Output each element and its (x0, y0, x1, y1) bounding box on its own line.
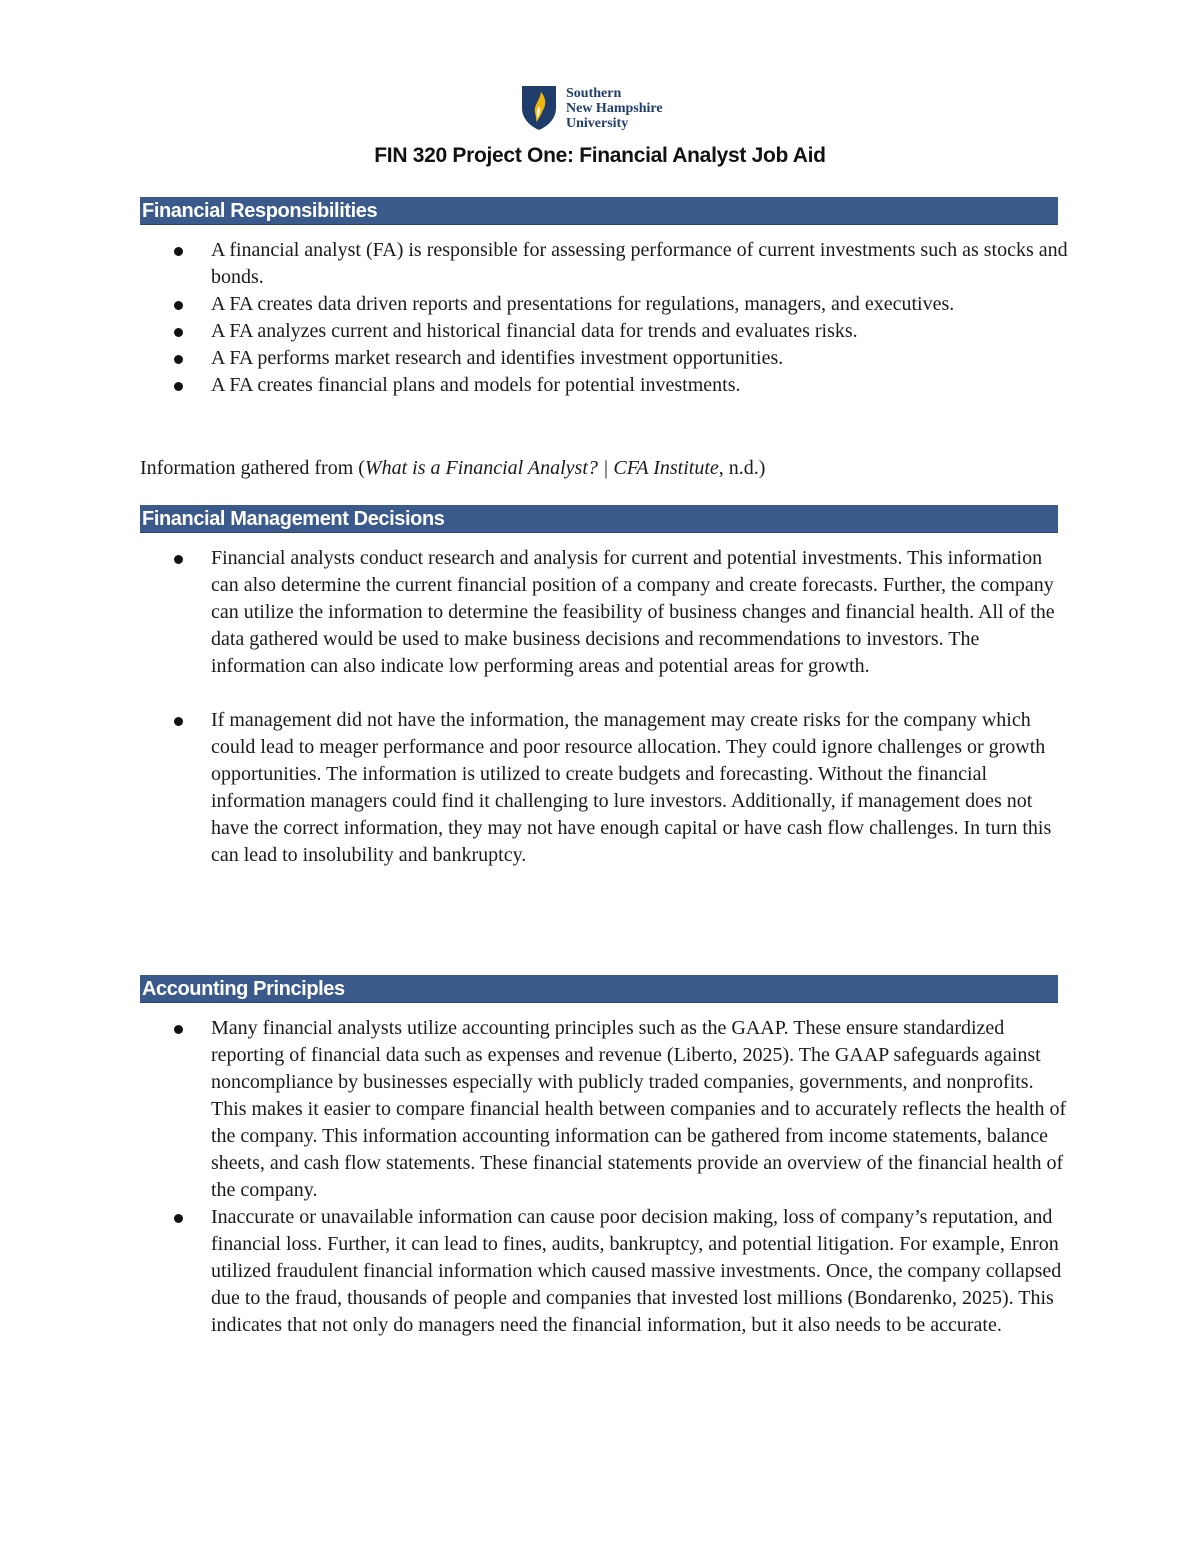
university-wordmark (566, 86, 663, 131)
university-logo (520, 84, 663, 132)
list-item: A FA creates data driven reports and presentations for regulations, managers, and executives. (140, 291, 1070, 318)
wordmark-line-1: Southern (566, 85, 622, 101)
list-item: A FA analyzes current and historical financial data for trends and evaluates risks. (140, 318, 1070, 345)
management-list (140, 545, 1070, 869)
citation-prefix: Information gathered from ( (140, 457, 365, 479)
list-item: A financial analyst (FA) is responsible for assessing performance of current investments such as stocks and bonds. (140, 237, 1070, 291)
citation-title: What is a Financial Analyst? | CFA Institute (364, 457, 719, 479)
section-heading-financial-responsibilities: Financial Responsibilities (140, 197, 1058, 225)
accounting-list (140, 1015, 1070, 1339)
list-item: If management did not have the information, the management may create risks for the company which could lead to meager performance and poor resource allocation. They could ignore challenges or growth opportunities. The information is utilized to create budgets and forecasting. Without the financial information managers could find it challenging to lure investors. Additionally, if management does not have the correct information, they may not have enough capital or have cash flow challenges. In turn this can lead to insolubility and bankruptcy. (140, 707, 1070, 869)
shield-flame-icon (520, 84, 558, 132)
citation-suffix: , n.d.) (718, 457, 766, 479)
section-heading-accounting-principles: Accounting Principles (140, 975, 1058, 1003)
section-heading-financial-management-decisions: Financial Management Decisions (140, 505, 1058, 533)
responsibilities-list (140, 237, 1070, 399)
list-item: A FA performs market research and identifies investment opportunities. (140, 345, 1070, 372)
list-item: Inaccurate or unavailable information can cause poor decision making, loss of company’s reputation, and financial loss. Further, it can lead to fines, audits, bankruptcy, and potential litigation. For example, Enron utilized fraudulent financial information which caused massive investments. Once, the company collapsed due to the fraud, thousands of people and companies that invested lost millions (Bondarenko, 2025). This indicates that not only do managers need the financial information, but it also needs to be accurate. (140, 1204, 1070, 1339)
list-item: Financial analysts conduct research and analysis for current and potential investments. This information can also determine the current financial position of a company and create forecasts. Further, the company can utilize the information to determine the feasibility of business changes and financial health. All of the data gathered would be used to make business decisions and recommendations to investors. The information can also indicate low performing areas and potential areas for growth. (140, 545, 1070, 680)
wordmark-line-2: New Hampshire (566, 100, 663, 116)
list-item: A FA creates financial plans and models for potential investments. (140, 372, 1070, 399)
source-citation (140, 455, 765, 482)
document-title: FIN 320 Project One: Financial Analyst Job Aid (374, 144, 826, 167)
wordmark-line-3: University (566, 115, 629, 131)
list-item: Many financial analysts utilize accounting principles such as the GAAP. These ensure standardized reporting of financial data such as expenses and revenue (Liberto, 2025). The GAAP safeguards against noncompliance by businesses especially with publicly traded companies, governments, and nonprofits. This makes it easier to compare financial health between companies and to accurately reflects the health of the company. This information accounting information can be gathered from income statements, balance sheets, and cash flow statements. These financial statements provide an overview of the financial health of the company. (140, 1015, 1070, 1204)
